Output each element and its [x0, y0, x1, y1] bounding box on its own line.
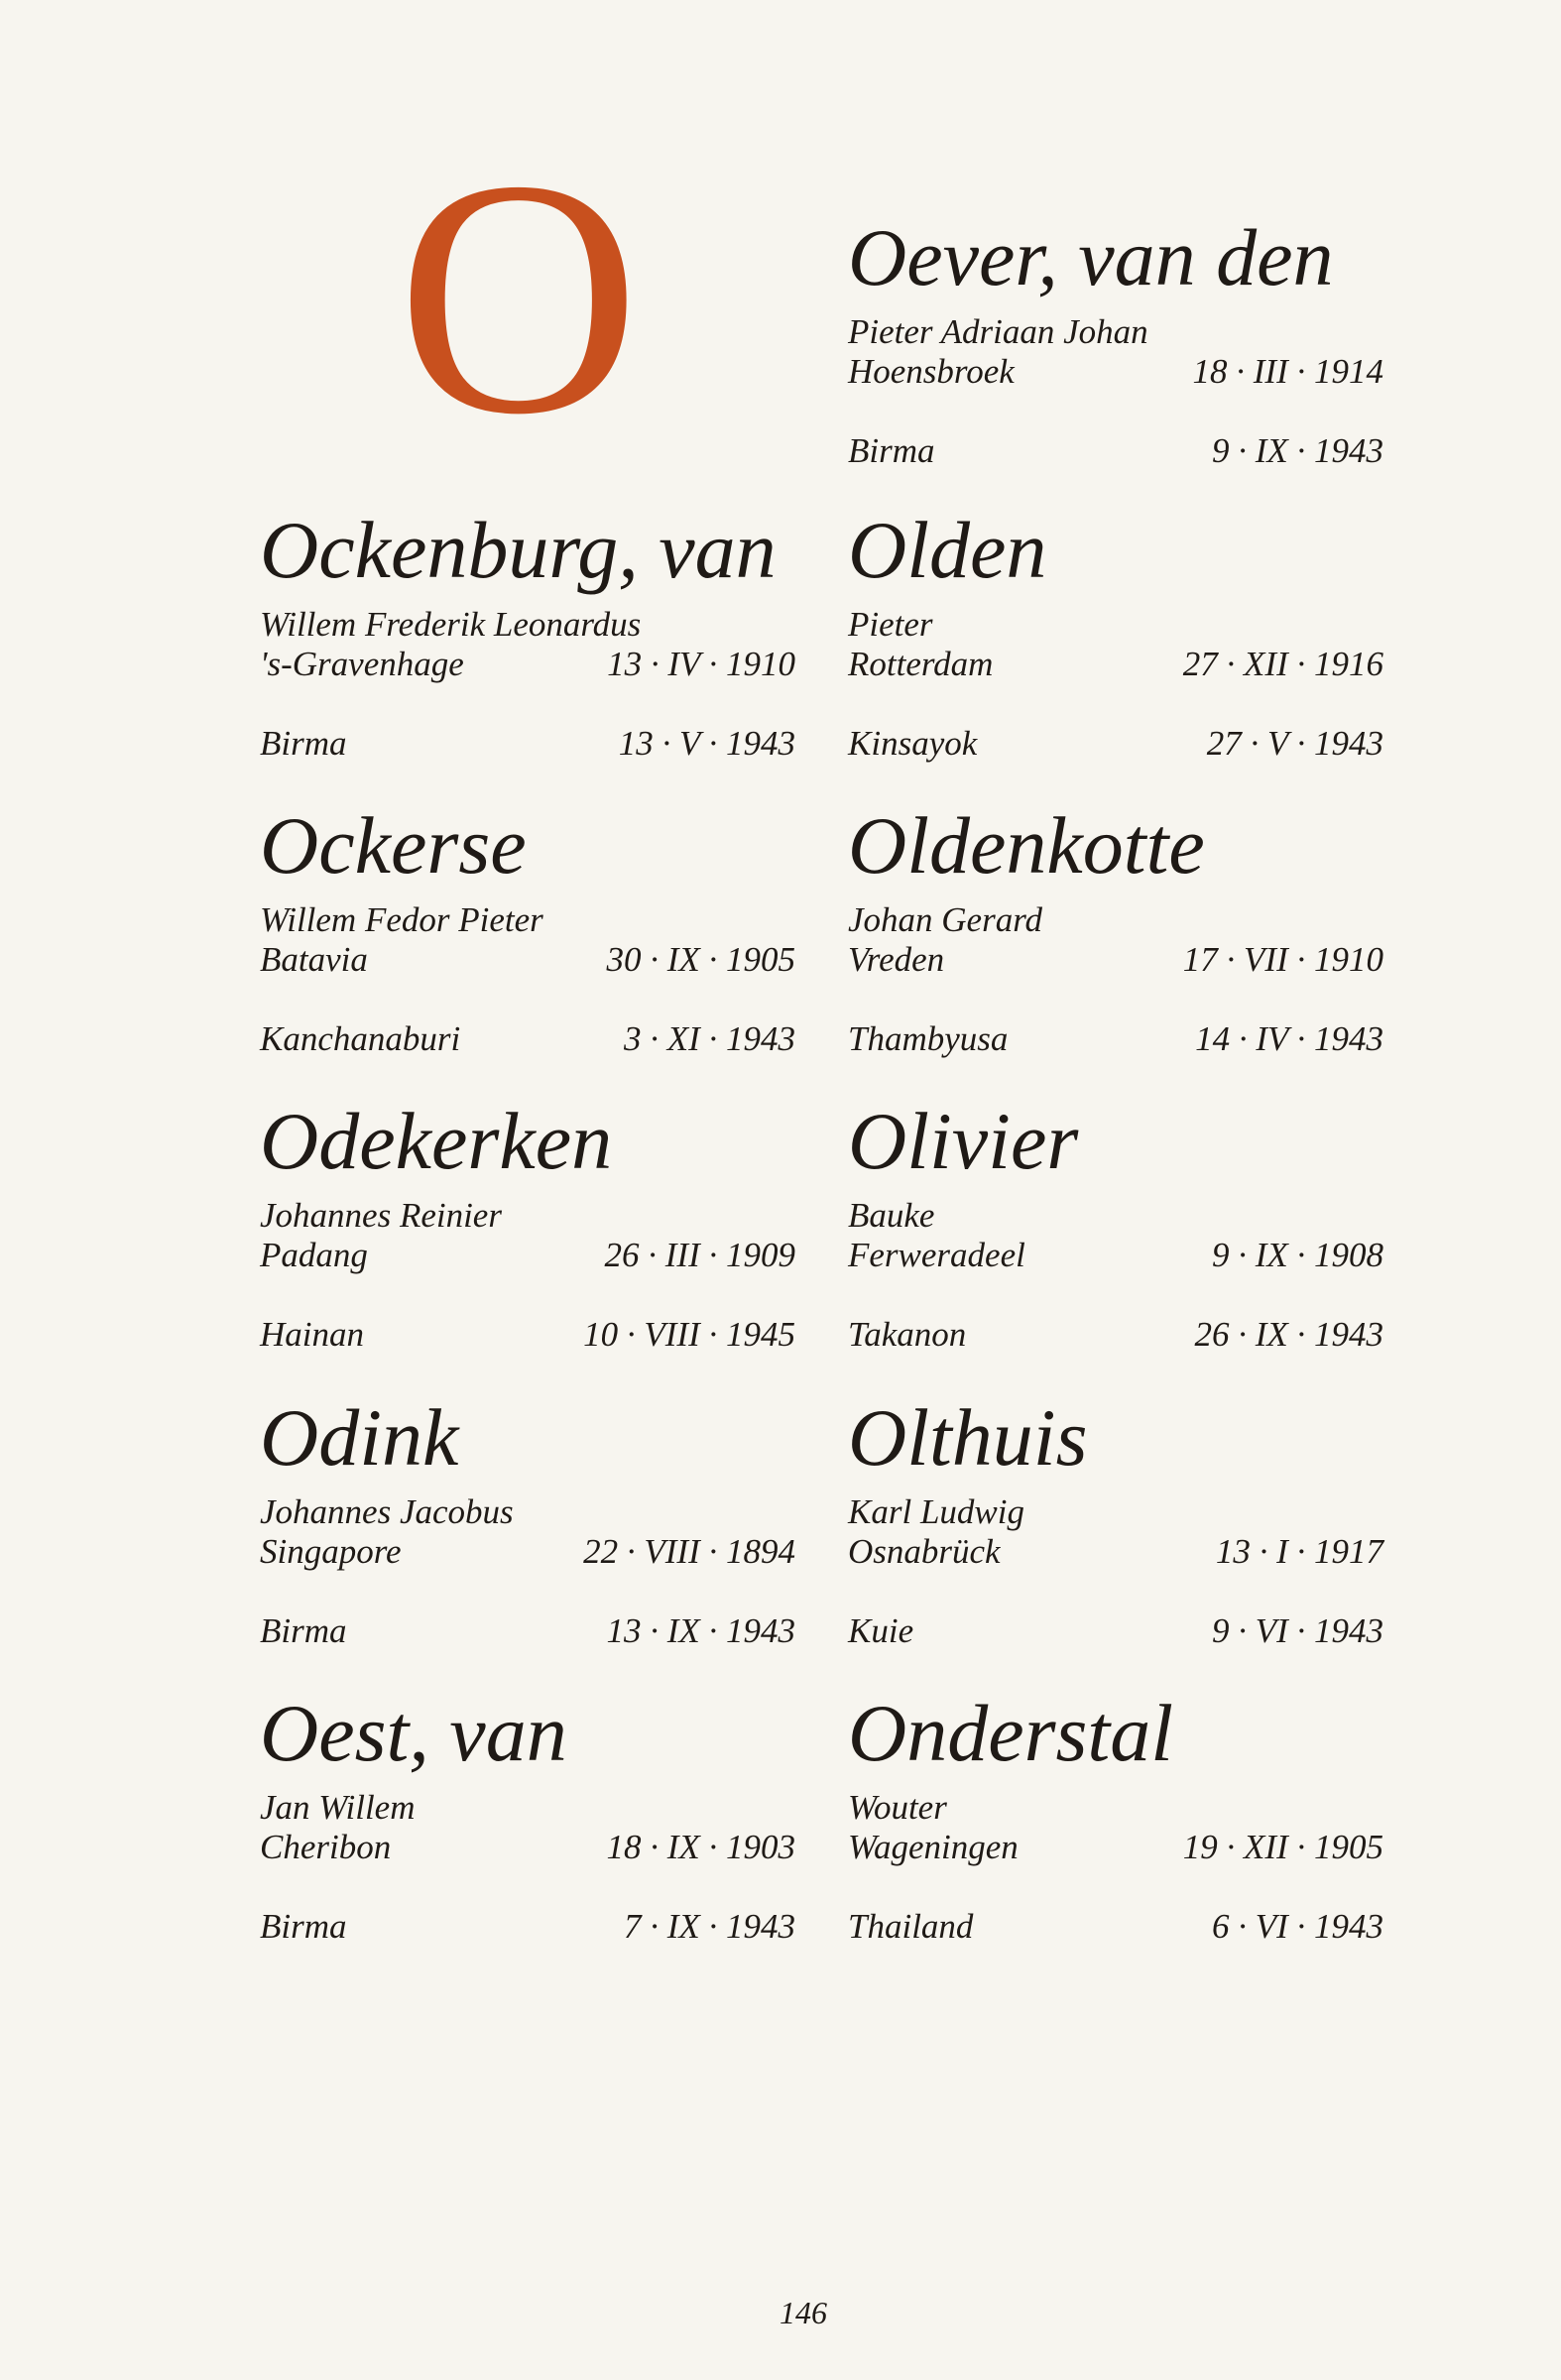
death-date: 10 · VIII · 1945 — [583, 1315, 795, 1354]
birth-line — [260, 1828, 795, 1867]
given-names: Wouter — [848, 1788, 947, 1827]
birth-date: 26 · III · 1909 — [604, 1236, 795, 1274]
birth-date: 17 · VII · 1910 — [1182, 940, 1383, 979]
given-names-line — [260, 1196, 795, 1236]
birth-line — [260, 645, 795, 684]
surname-heading: Oever, van den — [848, 212, 1334, 302]
birth-place: Cheribon — [260, 1828, 392, 1866]
given-names-line — [848, 605, 1383, 645]
birth-line — [848, 1532, 1383, 1572]
birth-line — [260, 940, 795, 980]
birth-date: 13 · I · 1917 — [1215, 1532, 1383, 1571]
given-names-line — [260, 1492, 795, 1532]
memorial-entry — [260, 801, 795, 1089]
death-date: 9 · IX · 1943 — [1211, 431, 1383, 470]
given-names-line — [260, 605, 795, 645]
death-line — [260, 1315, 795, 1355]
given-names-line — [848, 1492, 1383, 1532]
death-line — [260, 1907, 795, 1947]
birth-line — [848, 1828, 1383, 1867]
decorated-initial-letter: O — [397, 110, 641, 484]
birth-place: Padang — [260, 1236, 368, 1274]
memorial-entry — [848, 213, 1383, 501]
death-date: 14 · IV · 1943 — [1195, 1019, 1383, 1058]
birth-line — [260, 1532, 795, 1572]
memorial-entry — [260, 506, 795, 793]
death-place: Kinsayok — [848, 724, 978, 763]
death-place: Birma — [260, 1907, 347, 1946]
given-names: Johannes Jacobus — [260, 1492, 514, 1531]
given-names: Pieter Adriaan Johan — [848, 312, 1148, 351]
death-line — [848, 431, 1383, 471]
birth-date: 9 · IX · 1908 — [1211, 1236, 1383, 1274]
page-number: 146 — [780, 2295, 827, 2330]
death-line — [848, 1611, 1383, 1651]
memorial-entry — [260, 1393, 795, 1681]
given-names-line — [848, 1196, 1383, 1236]
death-line — [848, 1907, 1383, 1947]
surname-heading: Oldenkotte — [848, 800, 1205, 891]
death-date: 7 · IX · 1943 — [623, 1907, 795, 1946]
death-date: 13 · V · 1943 — [618, 724, 795, 763]
given-names: Johan Gerard — [848, 900, 1043, 939]
memorial-entry — [848, 801, 1383, 1089]
given-names-line — [260, 900, 795, 940]
surname-heading: Ockerse — [260, 800, 527, 891]
birth-line — [848, 352, 1383, 392]
death-place: Birma — [260, 1611, 347, 1650]
birth-place: 's-Gravenhage — [260, 645, 464, 683]
memorial-entry — [260, 1097, 795, 1384]
death-date: 3 · XI · 1943 — [623, 1019, 795, 1058]
surname-heading: Onderstal — [848, 1688, 1173, 1778]
surname-heading: Ockenburg, van — [260, 505, 777, 595]
death-line — [260, 1611, 795, 1651]
surname-heading: Olden — [848, 505, 1047, 595]
surname-heading: Olivier — [848, 1096, 1079, 1186]
birth-place: Vreden — [848, 940, 945, 979]
death-place: Birma — [848, 431, 935, 470]
birth-line — [848, 645, 1383, 684]
given-names-line — [848, 1788, 1383, 1828]
given-names: Willem Fedor Pieter — [260, 900, 543, 939]
death-date: 13 · IX · 1943 — [606, 1611, 795, 1650]
surname-heading: Oest, van — [260, 1688, 567, 1778]
memorial-entry — [848, 1097, 1383, 1384]
memorial-entry — [848, 506, 1383, 793]
death-place: Kuie — [848, 1611, 914, 1650]
death-date: 9 · VI · 1943 — [1211, 1611, 1383, 1650]
given-names: Bauke — [848, 1196, 935, 1235]
memorial-entry — [848, 1689, 1383, 1976]
birth-place: Batavia — [260, 940, 368, 979]
given-names: Willem Frederik Leonardus — [260, 605, 642, 644]
birth-line — [848, 940, 1383, 980]
birth-date: 22 · VIII · 1894 — [583, 1532, 795, 1571]
death-date: 27 · V · 1943 — [1206, 724, 1383, 763]
given-names: Karl Ludwig — [848, 1492, 1024, 1531]
birth-date: 30 · IX · 1905 — [606, 940, 795, 979]
birth-place: Osnabrück — [848, 1532, 1001, 1571]
birth-date: 13 · IV · 1910 — [607, 645, 795, 683]
death-place: Thambyusa — [848, 1019, 1009, 1058]
death-date: 6 · VI · 1943 — [1211, 1907, 1383, 1946]
surname-heading: Olthuis — [848, 1392, 1088, 1483]
death-line — [848, 1315, 1383, 1355]
death-line — [848, 1019, 1383, 1059]
death-line — [260, 1019, 795, 1059]
death-place: Takanon — [848, 1315, 967, 1354]
birth-date: 19 · XII · 1905 — [1182, 1828, 1383, 1866]
death-place: Thailand — [848, 1907, 974, 1946]
birth-place: Ferweradeel — [848, 1236, 1025, 1274]
given-names-line — [848, 900, 1383, 940]
given-names: Jan Willem — [260, 1788, 416, 1827]
birth-date: 18 · III · 1914 — [1192, 352, 1383, 391]
birth-place: Singapore — [260, 1532, 402, 1571]
death-place: Kanchanaburi — [260, 1019, 461, 1058]
given-names-line — [260, 1788, 795, 1828]
death-date: 26 · IX · 1943 — [1194, 1315, 1383, 1354]
death-line — [848, 724, 1383, 764]
death-line — [260, 724, 795, 764]
memorial-entry — [260, 1689, 795, 1976]
birth-date: 27 · XII · 1916 — [1182, 645, 1383, 683]
birth-place: Wageningen — [848, 1828, 1019, 1866]
birth-line — [848, 1236, 1383, 1275]
surname-heading: Odink — [260, 1392, 459, 1483]
birth-place: Rotterdam — [848, 645, 994, 683]
given-names: Pieter — [848, 605, 933, 644]
memorial-entry — [848, 1393, 1383, 1681]
surname-heading: Odekerken — [260, 1096, 613, 1186]
death-place: Hainan — [260, 1315, 364, 1354]
given-names: Johannes Reinier — [260, 1196, 502, 1235]
birth-line — [260, 1236, 795, 1275]
given-names-line — [848, 312, 1383, 352]
birth-place: Hoensbroek — [848, 352, 1015, 391]
birth-date: 18 · IX · 1903 — [606, 1828, 795, 1866]
death-place: Birma — [260, 724, 347, 763]
